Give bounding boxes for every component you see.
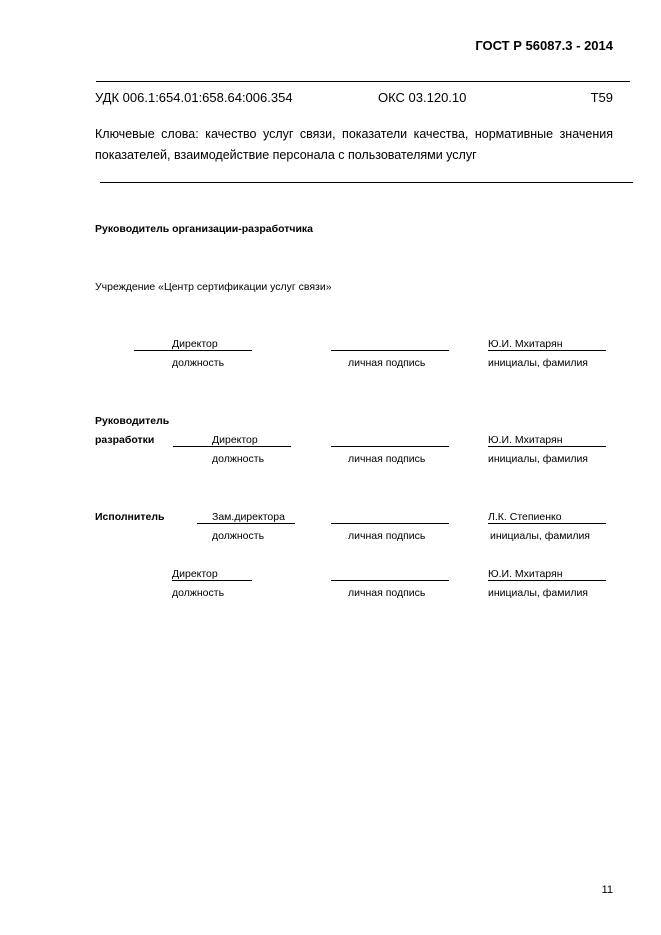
udk-code: УДК 006.1:654.01:658.64:006.354 [95,90,293,105]
signature-line-2 [331,446,449,447]
signature-label-4: личная подпись [348,587,426,599]
classification-code: Т59 [590,90,613,105]
position-director-1: Директор [172,338,218,350]
name-1: Ю.И. Мхитарян [488,338,563,350]
signature-line-4 [331,580,449,581]
signature-label-2: личная подпись [348,453,426,465]
name-4: Ю.И. Мхитарян [488,568,563,580]
name-2: Ю.И. Мхитарян [488,434,563,446]
name-line-1 [488,350,606,351]
position-director-2: Директор [212,434,258,446]
name-line-2 [488,446,606,447]
signature-label-3: личная подпись [348,530,426,542]
keywords-text: Ключевые слова: качество услуг связи, показатели качества, нормативные значения показателей, взаимодействие персонала с пользователями услуг [95,127,613,162]
position-line-1 [134,350,252,351]
name-line-4 [488,580,606,581]
standard-header: ГОСТ Р 56087.3 - 2014 [475,38,613,53]
role-head-line2: разработки [95,434,155,446]
position-label-4: должность [172,587,225,599]
position-director-4: Директор [172,568,218,580]
initials-label-3: инициалы, фамилия [490,530,590,542]
initials-label-1: инициалы, фамилия [488,357,588,369]
position-deputy-3: Зам.директора [212,511,285,523]
signature-line-3 [331,523,449,524]
top-rule [96,81,630,82]
role-head-line1: Руководитель [95,415,170,427]
oks-code: ОКС 03.120.10 [378,90,467,105]
role-executor: Исполнитель [95,511,165,523]
position-line-4 [172,580,252,581]
initials-label-4: инициалы, фамилия [488,587,588,599]
position-label-1: должность [172,357,225,369]
position-label-2: должность [212,453,265,465]
signature-label-1: личная подпись [348,357,426,369]
position-line-3 [197,523,295,524]
position-label-3: должность [212,530,265,542]
position-line-2 [173,446,291,447]
name-3: Л.К. Степиенко [488,511,562,523]
org-head-title: Руководитель организации-разработчика [95,223,314,235]
initials-label-2: инициалы, фамилия [488,453,588,465]
page-number: 11 [601,884,613,896]
institution-name: Учреждение «Центр сертификации услуг связи» [95,281,332,293]
signature-line-1 [331,350,449,351]
name-line-3 [488,523,606,524]
keywords-rule [100,182,633,183]
